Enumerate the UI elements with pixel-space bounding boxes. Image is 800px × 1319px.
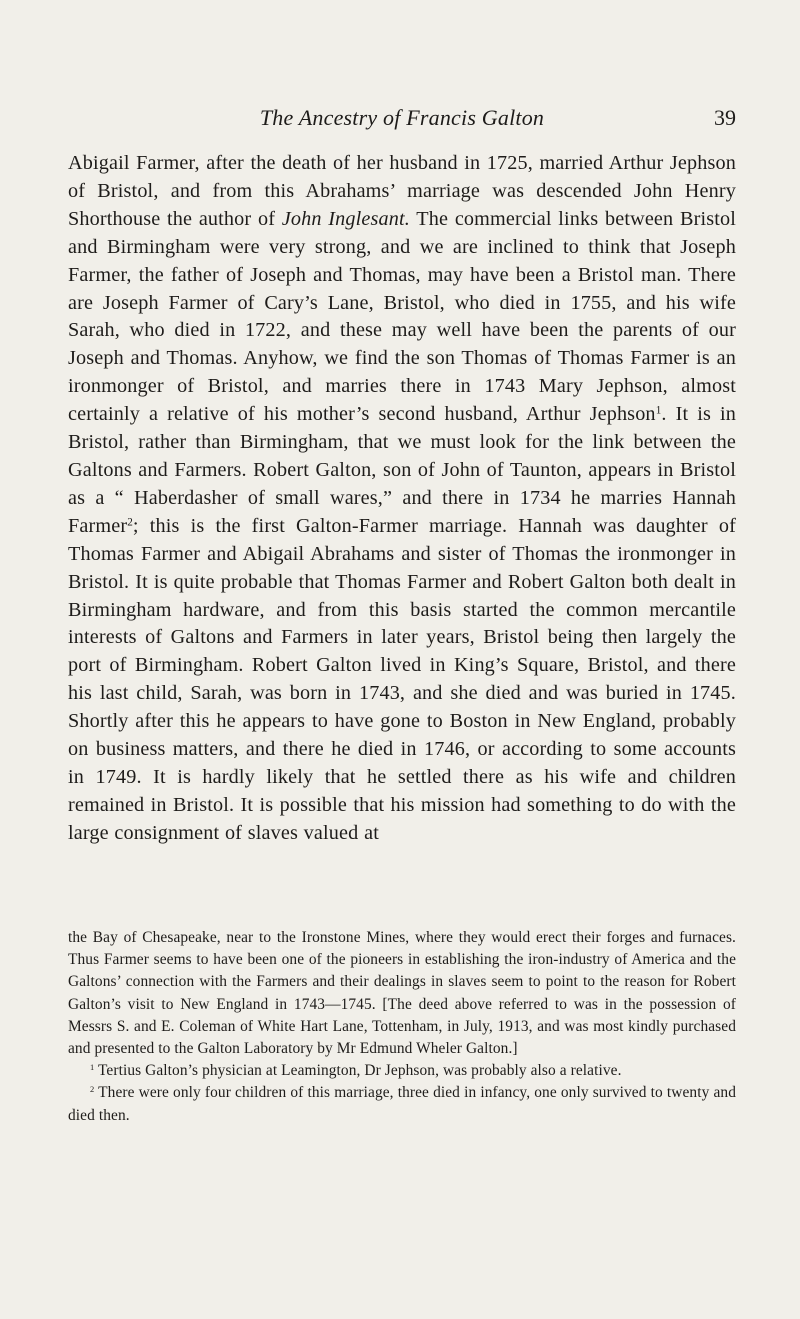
footnote-1-text: Tertius Galton’s physician at Leamington, Dr Jephson, was probably also a relative. <box>94 1062 622 1080</box>
footnote-1-marker: 1 <box>90 1062 95 1073</box>
body-paragraph <box>68 150 736 848</box>
footnote-ref-2: 2 <box>127 516 133 529</box>
footnote-continuation: the Bay of Chesapeake, near to the Ironstone Mines, where they would erect their forges and furnaces. Thus Farmer seems to have been one of the pioneers in establishing the iron-industry of America and the Galtons’ connection with the Farmers and their dealings in slaves seem to point to the reason for Robert Galton’s visit to New England in 1743—1745. [The deed above referred to was in the possession of Messrs S. and E. Coleman of White Hart Lane, Tottenham, in July, 1913, and was most kindly purchased and presented to the Galton Laboratory by Mr Edmund Wheler Galton.] <box>68 929 736 1058</box>
footnotes <box>68 927 736 1127</box>
footnote-2-marker: 2 <box>90 1084 95 1095</box>
body-text-part-2: The commercial links between Bristol and Birmingham were very strong, and we are inclined to think that Joseph Farmer, the father of Joseph and Thomas, may have been a Bristol man. There are Joseph Farmer of Cary’s Lane, Bristol, who died in 1755, and his wife Sarah, who died in 1722, and these may well have been the parents of our Joseph and Thomas. Anyhow, we find the son Thomas of Thomas Farmer is an ironmonger of Bristol, and marries there in 1743 Mary Jephson, almost certainly a relative of his mother’s second husband, Arthur Jephson <box>68 207 736 426</box>
running-title: The Ancestry of Francis Galton <box>259 105 545 130</box>
body-text-part-4: ; this is the first Galton-Farmer marriage. Hannah was daughter of Thomas Farmer and Abigail Abrahams and sister of Thomas the ironmonger in Bristol. It is quite probable that Thomas Farmer and Robert Galton both dealt in Birmingham hardware, and from this basis started the common mercantile interests of Galtons and Farmers in later years, Bristol being then largely the port of Birmingham. Robert Galton lived in King’s Square, Bristol, and there his last child, Sarah, was born in 1743, and she died and was buried in 1745. Shortly after this he appears to have gone to Boston in New England, probably on business matters, and there he died in 1746, or according to some accounts in 1749. It is hardly likely that he settled there as his wife and children remained in Bristol. It is possible that his mission had something to do with the large consignment of slaves valued at <box>68 514 736 844</box>
footnote-2 <box>68 1082 736 1126</box>
footnote-1 <box>68 1060 736 1082</box>
body-text-part-3: . It is in Bristol, rather than Birmingham, that we must look for the link between the Galtons and Farmers. Robert Galton, son of John of Taunton, appears in Bristol as a “ Haberdasher of small wares,” and there in 1734 he marries Hannah Farmer <box>68 403 736 537</box>
footnote-2-text: There were only four children of this marriage, three died in infancy, one only survived to twenty and died then. <box>68 1084 736 1124</box>
main-text <box>68 150 736 848</box>
body-text-part-1: Abigail Farmer, after the death of her husband in 1725, married Arthur Jephson of Bristol, and from this Abrahams’ marriage was descended John Henry Shorthouse the author of <box>68 152 736 230</box>
book-title: John Inglesant. <box>281 207 410 230</box>
footnote-ref-1: 1 <box>655 404 662 417</box>
running-head <box>68 103 736 133</box>
page-number: 39 <box>714 105 736 130</box>
